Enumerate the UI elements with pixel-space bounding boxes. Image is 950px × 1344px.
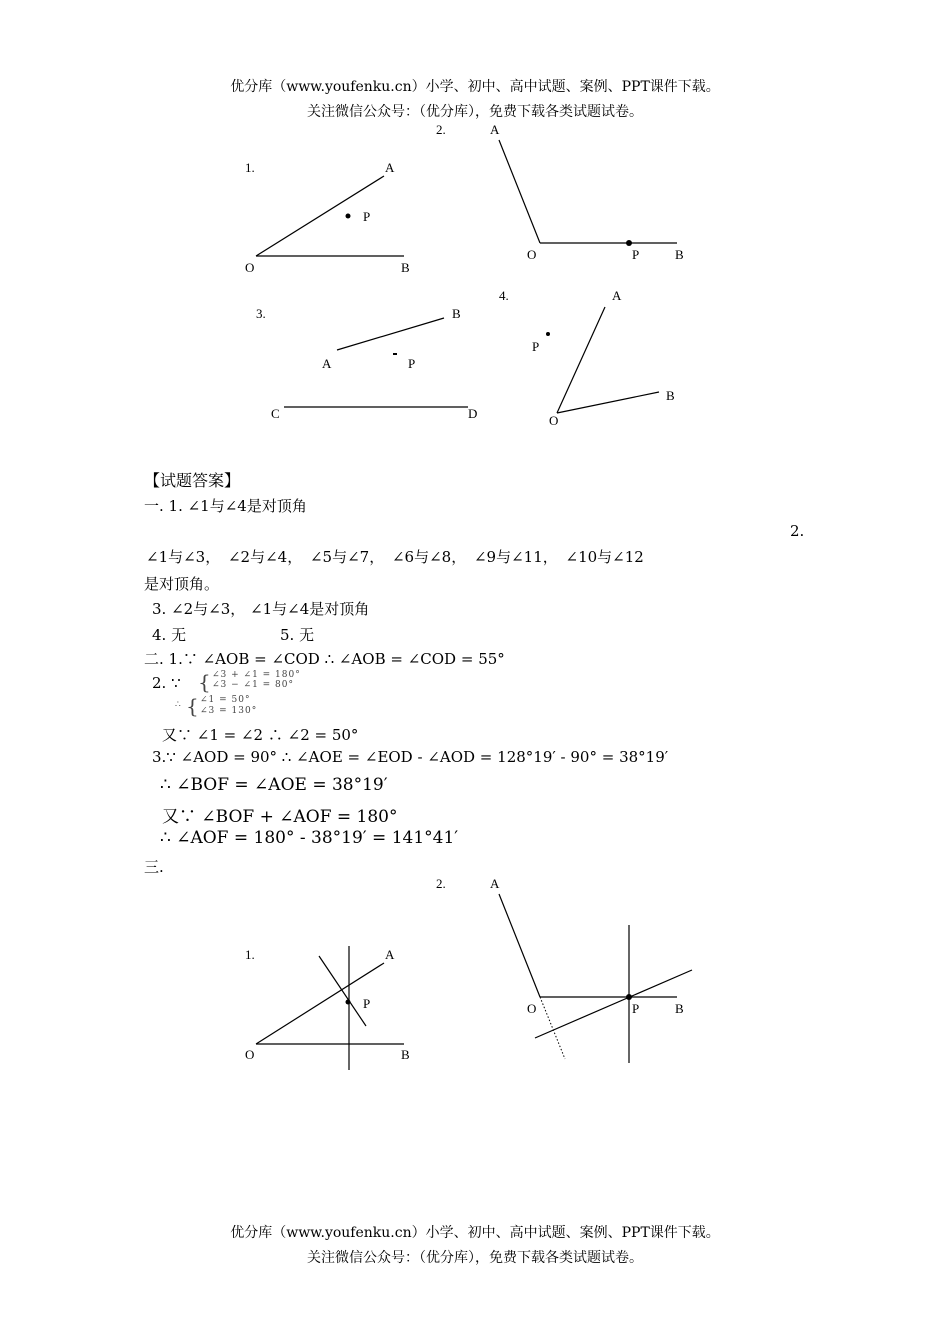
answer-2-2-system2-b: ∠3 = 130° [200, 706, 258, 716]
answer-2-3-line1: 3.∵ ∠AOD = 90° ∴ ∠AOE = ∠EOD - ∠AOD = 128°19′ - 90° = 38°19′ [152, 748, 669, 766]
answer-3-heading: 三. [144, 858, 164, 876]
footer-line-1: 优分库（www.youfenku.cn）小学、初中、高中试题、案例、PPT课件下载。 [230, 1225, 720, 1241]
top-fig3-label-p: P [408, 356, 416, 371]
bottom-figure-2-lines [499, 894, 692, 1063]
top-fig1-label-p: P [363, 209, 371, 224]
top-figure-1-point-p [346, 214, 351, 219]
brace-icon: { [198, 670, 211, 694]
top-figure-1-lines [256, 176, 404, 256]
answer-2-2-system1-b: ∠3 − ∠1 = 80° [212, 680, 295, 690]
top-fig4-label-a: A [612, 288, 622, 303]
bottom-fig2-label-o: O [527, 1001, 537, 1016]
answer-2-2-lead: 2. ∵ [152, 674, 181, 692]
bottom-figure-2-dotted-extension [540, 997, 565, 1059]
bottom-figure-1-point-p [346, 1000, 351, 1005]
bottom-fig1-number: 1. [245, 947, 255, 962]
top-fig3-label-c: C [271, 406, 280, 421]
answer-2-1: 二. 1.∵ ∠AOB = ∠COD ∴ ∠AOB = ∠COD = 55° [144, 650, 505, 668]
answer-1-1: 一. 1. ∠1与∠4是对顶角 [144, 497, 307, 515]
answer-1-2-pairs: ∠1与∠3， ∠2与∠4， ∠5与∠7， ∠6与∠8， ∠9与∠11， ∠10与∠12 [146, 548, 644, 566]
answer-2-2-system1-a: ∠3 + ∠1 = 180° [212, 670, 301, 680]
brace-icon-2: { [186, 694, 199, 718]
answer-2-2-system2-a: ∠1 = 50° [200, 695, 251, 705]
top-fig2-label-o: O [527, 247, 537, 262]
answer-2-3-line4: ∴ ∠AOF = 180° - 38°19′ = 141°41′ [160, 828, 459, 848]
bottom-figure-1-lines [256, 946, 404, 1070]
top-figure-3-point-p [393, 353, 397, 355]
bottom-fig1-label-b: B [401, 1047, 410, 1062]
top-fig4-label-b: B [666, 388, 675, 403]
bottom-fig2-label-b: B [675, 1001, 684, 1016]
top-fig2-label-b: B [675, 247, 684, 262]
answer-2-2-lead2: ∴ [175, 700, 182, 710]
top-fig3-label-d: D [468, 406, 478, 421]
answer-1-2-number: 2. [790, 522, 805, 540]
footer-line-2: 关注微信公众号：（优分库），免费下载各类试题试卷。 [307, 1250, 643, 1266]
top-fig4-number: 4. [499, 288, 509, 303]
top-figure-2-point-p [626, 240, 632, 246]
top-fig2-number: 2. [436, 122, 446, 137]
answer-1-3: 3. ∠2与∠3， ∠1与∠4是对顶角 [152, 600, 370, 618]
top-figure-2-lines [499, 140, 677, 243]
answer-1-5: 5. 无 [280, 626, 315, 644]
bottom-figure-2-point-p [626, 994, 632, 1000]
bottom-fig1-label-p: P [363, 996, 371, 1011]
top-fig1-number: 1. [245, 160, 255, 175]
top-figure-4-lines [557, 307, 659, 413]
header-line-2: 关注微信公众号：（优分库），免费下载各类试题试卷。 [307, 104, 643, 120]
bottom-fig1-label-o: O [245, 1047, 255, 1062]
top-fig4-label-o: O [549, 413, 559, 428]
top-fig4-label-p: P [532, 339, 540, 354]
top-fig3-label-a: A [322, 356, 332, 371]
answer-1-4: 4. 无 [152, 626, 187, 644]
top-fig1-label-a: A [385, 160, 395, 175]
bottom-fig2-label-a: A [490, 876, 500, 891]
bottom-fig1-label-a: A [385, 947, 395, 962]
top-fig1-label-b: B [401, 260, 410, 275]
bottom-fig2-number: 2. [436, 876, 446, 891]
answers-title: 【试题答案】 [144, 471, 241, 490]
top-figure-3-lines [284, 318, 468, 407]
top-fig3-label-b: B [452, 306, 461, 321]
answer-2-3-line2: ∴ ∠BOF = ∠AOE = 38°19′ [160, 775, 388, 795]
top-fig2-label-a: A [490, 122, 500, 137]
answer-2-2-line3: 又∵ ∠1 = ∠2 ∴ ∠2 = 50° [162, 726, 359, 744]
answer-2-3-line3: 又∵ ∠BOF + ∠AOF = 180° [162, 807, 398, 827]
top-figure-4-point-p [546, 332, 550, 336]
top-fig2-label-p: P [632, 247, 640, 262]
header-line-1: 优分库（www.youfenku.cn）小学、初中、高中试题、案例、PPT课件下载。 [230, 79, 720, 95]
bottom-fig2-label-p: P [632, 1001, 640, 1016]
top-fig3-number: 3. [256, 306, 266, 321]
answer-1-2-tail: 是对顶角。 [144, 575, 220, 593]
top-fig1-label-o: O [245, 260, 255, 275]
